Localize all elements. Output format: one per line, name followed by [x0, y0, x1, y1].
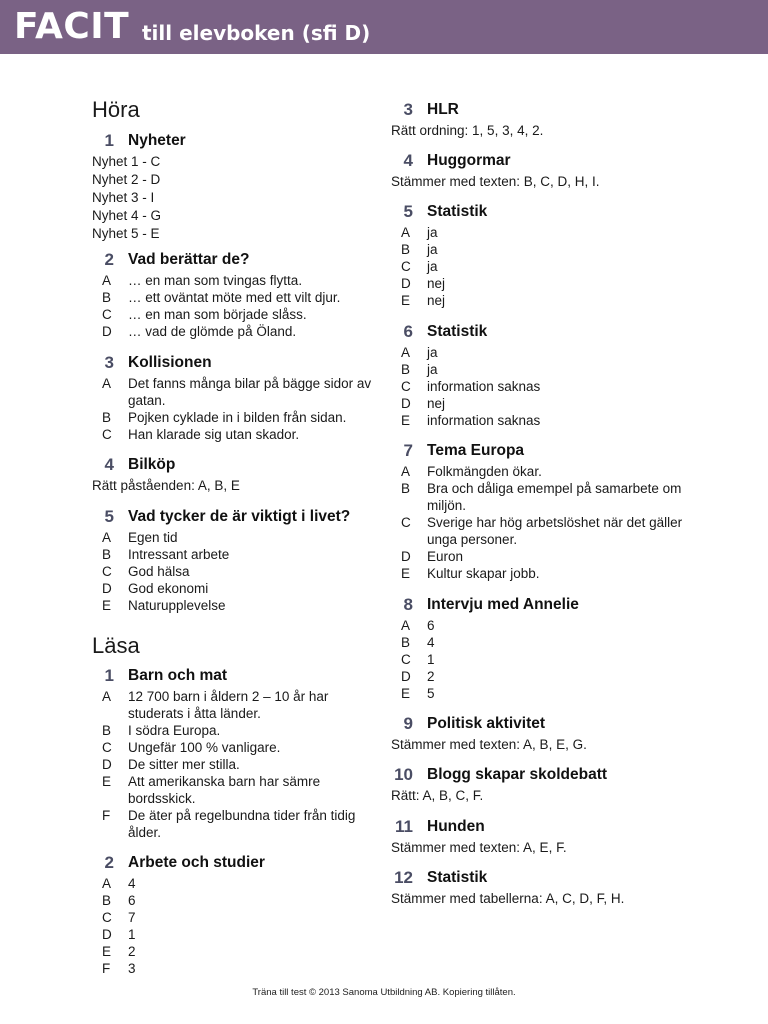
answer-line: Stämmer med texten: A, B, E, G.: [391, 737, 587, 752]
answer-letter: B: [401, 242, 411, 257]
answer-text: 3: [128, 961, 136, 976]
exercise-answers: [92, 875, 382, 977]
answer-letter: D: [102, 324, 112, 339]
exercise: [92, 131, 382, 242]
exercise-number: 5: [104, 507, 114, 526]
exercise-heading: [391, 100, 691, 120]
exercise-heading: [391, 765, 691, 785]
answer-item: [92, 272, 382, 289]
exercise-heading: [391, 151, 691, 171]
exercise-answers: [391, 122, 691, 139]
exercise-heading: [391, 595, 691, 615]
answer-text: Kultur skapar jobb.: [427, 566, 540, 581]
answer-letter: A: [401, 618, 411, 633]
answer-text: nej: [427, 396, 446, 411]
answer-text: 5: [427, 686, 435, 701]
answer-letter: C: [102, 564, 112, 579]
answer-text: 2: [128, 944, 136, 959]
exercise-title: Politisk aktivitet: [427, 715, 546, 732]
exercise: [391, 100, 691, 139]
answer-text: Naturupplevelse: [128, 598, 226, 613]
answer-item: [92, 688, 382, 722]
answer-item: [92, 580, 382, 597]
answer-line: Nyhet 5 - E: [92, 226, 160, 241]
answer-item: [92, 409, 382, 426]
exercise: [391, 322, 691, 429]
answer-letter: D: [102, 757, 112, 772]
answer-item: [92, 926, 382, 943]
answer-line: Rätt påståenden: A, B, E: [92, 478, 240, 493]
exercise: [391, 714, 691, 753]
answer-letter: A: [401, 225, 411, 240]
exercise-title: Blogg skapar skoldebatt: [427, 766, 608, 783]
answer-item: [92, 892, 382, 909]
answer-text: I södra Europa.: [128, 723, 221, 738]
answer-text: ja: [427, 345, 438, 360]
answer-text: Euron: [427, 549, 464, 564]
answer-text: Folkmängden ökar.: [427, 464, 542, 479]
exercise-title: Statistik: [427, 869, 488, 886]
answer-letter: D: [401, 669, 411, 684]
answer-item: [92, 875, 382, 892]
exercise-answers: [391, 224, 691, 309]
answer-text: nej: [427, 276, 446, 291]
answer-letter: B: [401, 362, 411, 377]
answer-letter: C: [102, 740, 112, 755]
answer-text: information saknas: [427, 413, 541, 428]
exercise-answers: [391, 787, 691, 804]
answer-letter: D: [401, 396, 411, 411]
exercise-number: 2: [104, 250, 114, 269]
header-brand: FACIT: [14, 6, 130, 47]
answer-item: [92, 289, 382, 306]
answer-letter: A: [401, 345, 411, 360]
answer-text: Bra och dåliga emempel på samarbete om miljön.: [427, 481, 682, 513]
answer-text: ja: [427, 259, 438, 274]
answer-letter: B: [102, 723, 112, 738]
page-footer: Träna till test © 2013 Sanoma Utbildning AB. Kopiering tillåten.: [252, 987, 516, 998]
answer-text: Att amerikanska barn har sämre bordsskick.: [128, 774, 321, 806]
answer-text: De äter på regelbundna tider från tidig ålder.: [128, 808, 356, 840]
answer-letter: A: [102, 273, 112, 288]
answer-letter: B: [102, 410, 112, 425]
exercise-number: 3: [403, 100, 413, 119]
exercise-number: 12: [394, 868, 413, 887]
exercise-title: Kollisionen: [128, 354, 212, 371]
answer-text: Det fanns många bilar på bägge sidor av gatan.: [128, 376, 372, 408]
answer-line: Rätt: A, B, C, F.: [391, 788, 484, 803]
answer-text: Sverige har hög arbetslöshet när det gäller unga personer.: [427, 515, 683, 547]
answer-item: [391, 548, 691, 565]
exercise: [92, 353, 382, 443]
answer-item: [391, 258, 691, 275]
exercise-answers: [391, 617, 691, 702]
exercise: [92, 666, 382, 841]
answer-item: [92, 546, 382, 563]
exercise-heading: [92, 455, 382, 475]
exercise-title: Statistik: [427, 323, 488, 340]
answer-letter: F: [102, 961, 111, 976]
answer-text: … en man som tvingas flytta.: [128, 273, 303, 288]
exercise-heading: [391, 868, 691, 888]
answer-letter: C: [401, 259, 411, 274]
answer-letter: D: [401, 276, 411, 291]
answer-item: [92, 323, 382, 340]
exercise-number: 1: [104, 666, 114, 685]
answer-text: Intressant arbete: [128, 547, 230, 562]
answer-line: Stämmer med texten: A, E, F.: [391, 840, 567, 855]
page-header: [0, 0, 768, 54]
answer-text: Han klarade sig utan skador.: [128, 427, 300, 442]
answer-item: [391, 565, 691, 582]
answer-item: [92, 563, 382, 580]
answer-item: [391, 275, 691, 292]
answer-letter: A: [102, 530, 112, 545]
exercise: [92, 250, 382, 340]
answer-text: Pojken cyklade in i bilden från sidan.: [128, 410, 347, 425]
exercise-number: 9: [403, 714, 413, 733]
exercise-number: 5: [403, 202, 413, 221]
answer-letter: B: [401, 481, 411, 496]
answer-item: [391, 634, 691, 651]
answer-item: [92, 529, 382, 546]
answer-text: 12 700 barn i åldern 2 – 10 år har studerats i åtta länder.: [128, 689, 329, 721]
exercise-number: 11: [395, 817, 413, 836]
answer-letter: A: [102, 376, 112, 391]
exercise-number: 3: [104, 353, 114, 372]
answer-letter: E: [401, 566, 411, 581]
exercise-answers: [391, 344, 691, 429]
exercise: [391, 868, 691, 907]
exercise-heading: [92, 853, 382, 873]
answer-item: [92, 375, 382, 409]
exercise-heading: [92, 250, 382, 270]
answer-line: Nyhet 4 - G: [92, 208, 162, 223]
answer-text: 2: [427, 669, 435, 684]
exercise-answers: [391, 890, 691, 907]
answer-text: 1: [128, 927, 136, 942]
answer-item: [92, 722, 382, 739]
answer-item: [391, 292, 691, 309]
exercise-title: HLR: [427, 101, 459, 118]
exercise-answers: [391, 736, 691, 753]
exercise-heading: [92, 353, 382, 373]
answer-text: God hälsa: [128, 564, 190, 579]
answer-letter: E: [401, 293, 411, 308]
answer-letter: E: [102, 598, 112, 613]
answer-item: [391, 685, 691, 702]
exercise-answers: [92, 272, 382, 340]
exercise-title: Vad berättar de?: [128, 251, 250, 268]
answer-text: ja: [427, 242, 438, 257]
answer-item: [391, 463, 691, 480]
answer-text: nej: [427, 293, 446, 308]
answer-text: 4: [427, 635, 435, 650]
answer-text: ja: [427, 362, 438, 377]
answer-letter: B: [401, 635, 411, 650]
exercise: [391, 202, 691, 309]
exercise-heading: [391, 202, 691, 222]
answer-letter: A: [102, 876, 112, 891]
answer-letter: E: [102, 774, 112, 789]
answer-item: [391, 412, 691, 429]
answer-item: [391, 514, 691, 548]
exercise-number: 4: [104, 455, 114, 474]
answer-text: information saknas: [427, 379, 541, 394]
answer-letter: C: [401, 515, 411, 530]
answer-item: [92, 306, 382, 323]
exercise-heading: [391, 441, 691, 461]
exercise-heading: [92, 507, 382, 527]
answer-letter: A: [401, 464, 411, 479]
answer-letter: E: [102, 944, 112, 959]
answer-letter: B: [102, 290, 112, 305]
exercise: [92, 507, 382, 614]
answer-text: ja: [427, 225, 438, 240]
exercise-answers: [92, 529, 382, 614]
exercise: [391, 817, 691, 856]
exercise-title: Vad tycker de är viktigt i livet?: [128, 508, 351, 525]
answer-item: [391, 378, 691, 395]
exercise-number: 7: [403, 441, 413, 460]
exercise-heading: [92, 666, 382, 686]
exercise: [92, 455, 382, 494]
answer-item: [391, 395, 691, 412]
answer-item: [92, 960, 382, 977]
answer-item: [92, 943, 382, 960]
answer-line: Nyhet 1 - C: [92, 154, 161, 169]
exercise: [391, 595, 691, 702]
exercise-answers: [391, 839, 691, 856]
answer-text: … ett oväntat möte med ett vilt djur.: [128, 290, 341, 305]
answer-letter: B: [102, 893, 112, 908]
exercise-heading: [92, 131, 382, 151]
exercise-number: 2: [104, 853, 114, 872]
answer-text: De sitter mer stilla.: [128, 757, 240, 772]
answer-letter: C: [102, 910, 112, 925]
answer-item: [92, 426, 382, 443]
answer-text: 1: [427, 652, 435, 667]
answer-item: [391, 480, 691, 514]
answer-letter: E: [401, 686, 411, 701]
exercise-heading: [391, 322, 691, 342]
answer-text: 7: [128, 910, 136, 925]
exercise-title: Barn och mat: [128, 667, 228, 684]
answer-item: [92, 739, 382, 756]
answer-letter: D: [102, 927, 112, 942]
exercise-title: Intervju med Annelie: [427, 596, 579, 613]
answer-letter: F: [102, 808, 111, 823]
answer-item: [92, 807, 382, 841]
exercise-answers: [391, 173, 691, 190]
exercise: [92, 853, 382, 977]
answer-line: Stämmer med texten: B, C, D, H, I.: [391, 174, 600, 189]
answer-item: [391, 668, 691, 685]
answer-letter: A: [102, 689, 112, 704]
answer-item: [92, 773, 382, 807]
exercise-answers: [92, 375, 382, 443]
exercise-title: Huggormar: [427, 152, 511, 169]
answer-item: [92, 756, 382, 773]
answer-letter: B: [102, 547, 112, 562]
answer-item: [391, 651, 691, 668]
answer-text: … vad de glömde på Öland.: [128, 324, 297, 339]
answer-item: [391, 224, 691, 241]
answer-text: Ungefär 100 % vanligare.: [128, 740, 281, 755]
exercise-title: Statistik: [427, 203, 488, 220]
exercise-title: Hunden: [427, 818, 485, 835]
section-title-lasa: Läsa: [92, 633, 140, 658]
header-subtitle: till elevboken (sfi D): [142, 21, 371, 45]
answer-line: Rätt ordning: 1, 5, 3, 4, 2.: [391, 123, 544, 138]
answer-item: [391, 344, 691, 361]
answer-line: Stämmer med tabellerna: A, C, D, F, H.: [391, 891, 625, 906]
answer-letter: E: [401, 413, 411, 428]
exercise-number: 10: [394, 765, 413, 784]
answer-letter: D: [102, 581, 112, 596]
answer-text: 6: [128, 893, 136, 908]
answer-item: [391, 361, 691, 378]
exercise-number: 6: [403, 322, 413, 341]
answer-letter: C: [401, 379, 411, 394]
answer-item: [92, 909, 382, 926]
exercise-title: Bilköp: [128, 456, 176, 473]
answer-item: [92, 597, 382, 614]
exercise-heading: [391, 714, 691, 734]
exercise-answers: [92, 688, 382, 841]
exercise-title: Nyheter: [128, 132, 186, 149]
answer-text: 6: [427, 618, 435, 633]
exercise-title: Tema Europa: [427, 442, 525, 459]
answer-text: Egen tid: [128, 530, 178, 545]
exercise-number: 4: [403, 151, 413, 170]
exercise-answers: [92, 153, 382, 242]
exercise-title: Arbete och studier: [128, 854, 265, 871]
answer-text: … en man som började slåss.: [128, 307, 307, 322]
answer-letter: D: [401, 549, 411, 564]
answer-letter: C: [401, 652, 411, 667]
answer-item: [391, 241, 691, 258]
exercise-number: 1: [104, 131, 114, 150]
exercise-answers: [391, 463, 691, 582]
answer-line: Nyhet 2 - D: [92, 172, 161, 187]
exercise-answers: [92, 477, 382, 494]
answer-letter: C: [102, 427, 112, 442]
answer-line: Nyhet 3 - I: [92, 190, 155, 205]
exercise-number: 8: [403, 595, 413, 614]
answer-letter: C: [102, 307, 112, 322]
answer-text: 4: [128, 876, 136, 891]
answer-item: [391, 617, 691, 634]
exercise: [391, 765, 691, 804]
section-title-hora: Höra: [92, 97, 140, 122]
exercise-heading: [391, 817, 691, 837]
answer-text: God ekonomi: [128, 581, 209, 596]
exercise: [391, 441, 691, 582]
exercise: [391, 151, 691, 190]
